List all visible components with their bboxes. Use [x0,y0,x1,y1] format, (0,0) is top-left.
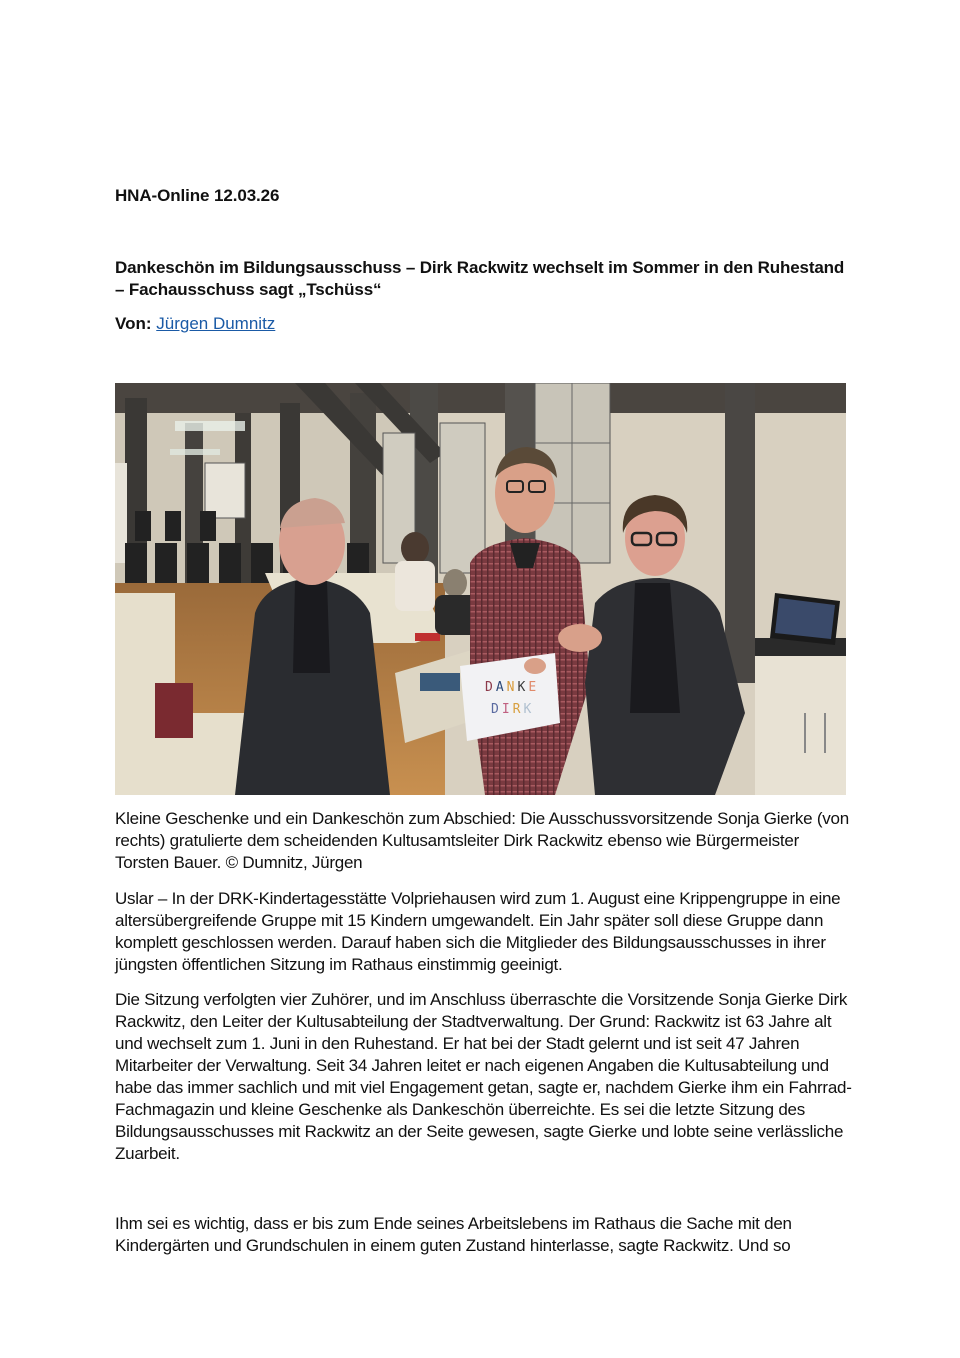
bag-letter: R [512,702,524,717]
magazine [420,673,460,691]
bag-letter: A [495,680,507,695]
byline [115,314,275,334]
source-line: HNA-Online 12.03.26 [115,186,280,205]
background-person-head [401,532,429,564]
paragraph-1: Uslar – In der DRK-Kindertagesstätte Volpriehausen wird zum 1. August eine Krippengruppe in eine altersübergreifende Gruppe mit 15 Kindern umgewandelt. Ein Jahr später soll diese Gruppe dann komplett geschlossen werden. Darauf haben sich die Mitglieder des Bildungsausschusses in ihrer jüngsten öffentlichen Sitzung im Rathaus einstimmig geeinigt. [115,889,841,974]
timber-post [725,383,755,683]
photo-scene [115,383,846,795]
hand [524,658,546,674]
paragraph-2: Die Sitzung verfolgten vier Zuhörer, und im Anschluss überraschte die Vorsitzende Sonja Gierke Dirk Rackwitz, den Leiter der Kultusabteilung der Stadtverwaltung. Der Grund: Rackwitz ist 63 Jahre alt und wechselt zum 1. Juni in den Ruhestand. Er hat bei der Stadt gelernt und ist seit 47 Jahren Mitarbeiter der Verwaltung. Seit 34 Jahren leitet er nach eigenen Angaben die Kultusabteilung und habe das immer sachlich und mit viel Engagement getan, sagte er, nachdem Gierke ihm ein Fahrrad-Fachmagazin und kleine Geschenke als Dankeschön überreichte. Es sei die letzte Sitzung des Bildungsausschusses mit Rackwitz an der Seite gewesen, sagte Gierke und lobte seine verlässliche Zuarbeit. [115,990,852,1163]
ceiling-lamp [175,421,245,431]
bag-letter: N [506,680,518,695]
folder [155,683,193,738]
cabinet [755,643,846,795]
article-photo [115,383,846,795]
background-person-head [443,569,467,597]
bag-text-line-1 [485,680,539,695]
ceiling-lamp [170,449,220,455]
window [205,463,245,518]
bag-letter: D [491,702,502,717]
bag-letter: K [517,680,529,695]
bag-letter: I [501,702,513,717]
bag-letter: E [528,680,540,695]
byline-label: Von: [115,314,152,333]
bag-text-danke [485,680,539,695]
bag-text-dirk [491,702,534,717]
bag-letter: K [523,702,535,717]
bag-text-line-2 [491,702,534,717]
background-person [395,561,435,611]
article-headline: Dankeschön im Bildungsausschuss – Dirk Rackwitz wechselt im Sommer in den Ruhestand – Fachausschuss sagt „Tschüss“ [115,258,845,299]
photo-caption: Kleine Geschenke und ein Dankeschön zum Abschied: Die Ausschussvorsitzende Sonja Gierke (von rechts) gratulierte dem scheidenden Kultusamtsleiter Dirk Rackwitz ebenso wie Bürgermeister Torsten Bauer. © Dumnitz, Jürgen [115,809,849,872]
window [440,423,485,573]
book [415,633,440,641]
laptop-screen [775,598,835,639]
paragraph-3: Ihm sei es wichtig, dass er bis zum Ende seines Arbeitslebens im Rathaus die Sache mit den Kindergärten und Grundschulen in einem guten Zustand hinterlasse, sagte Rackwitz. Und so [115,1214,792,1255]
author-link[interactable]: Jürgen Dumnitz [156,314,276,333]
handshake [558,624,602,652]
bag-letter: D [485,680,496,695]
